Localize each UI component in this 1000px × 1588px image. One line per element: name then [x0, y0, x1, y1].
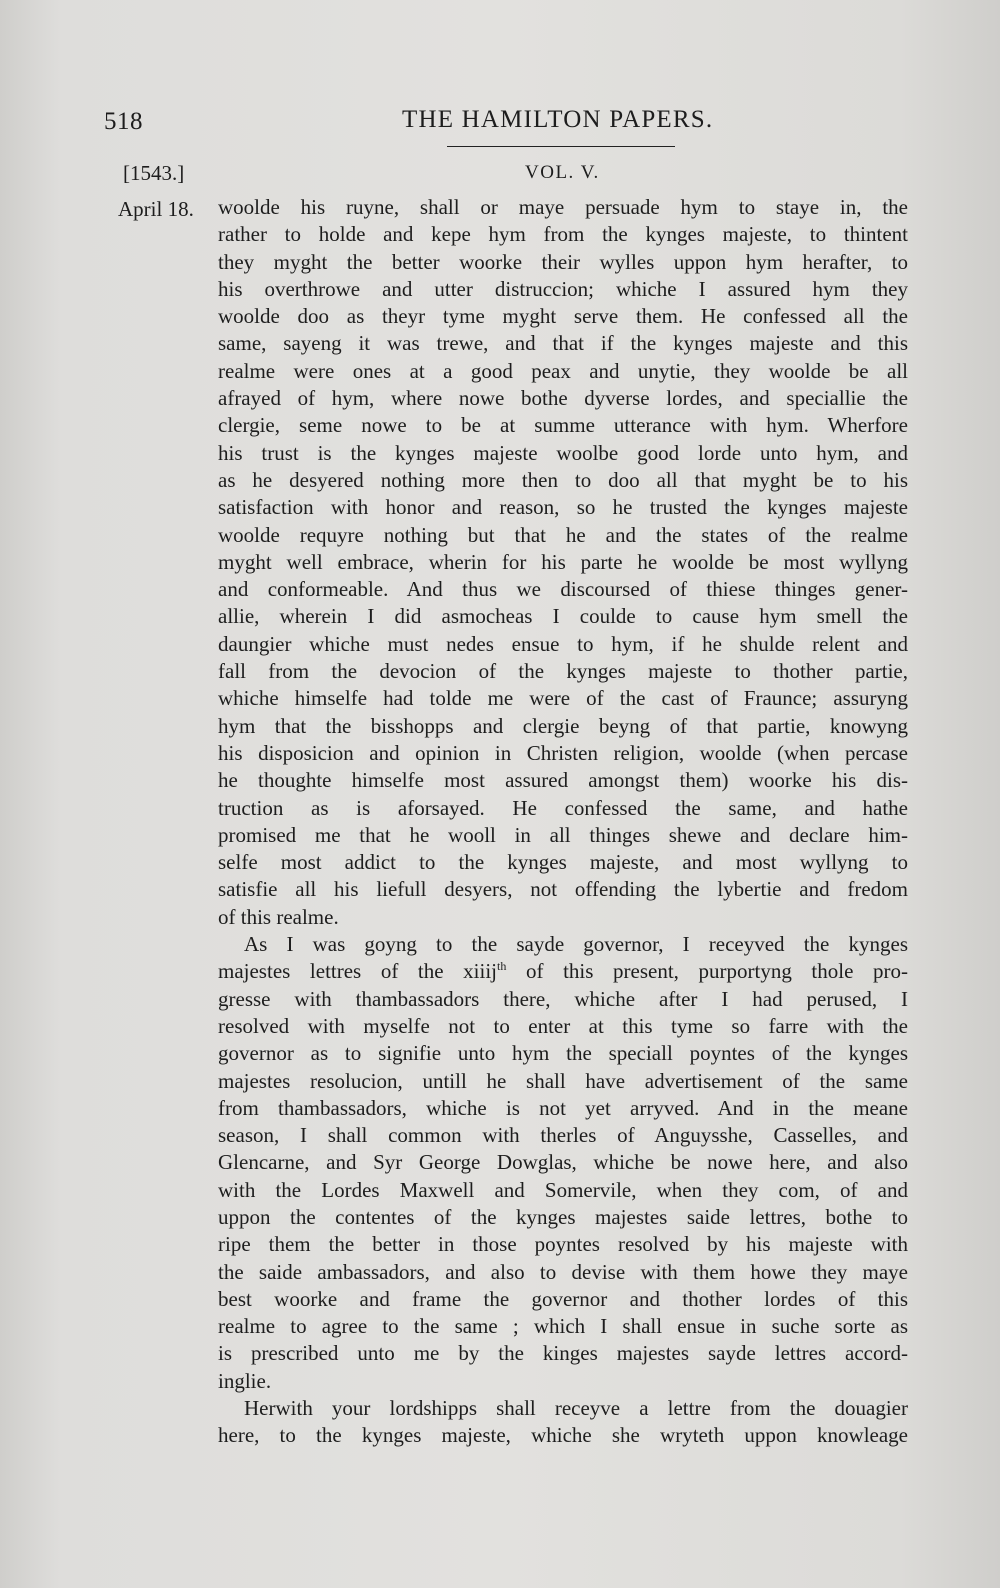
text-line: best woorke and frame the governor and thother lordes of this	[218, 1286, 908, 1311]
text-line: woolde his ruyne, shall or maye persuade hym to staye in, the	[218, 195, 908, 219]
text-line: gresse with thambassadors there, whiche after I had perused, I	[218, 986, 908, 1011]
text-line: here, to the kynges majeste, whiche she wryteth uppon knowleage	[218, 1423, 908, 1448]
text-line: Glencarne, and Syr George Dowglas, whiche be nowe here, and also	[218, 1150, 908, 1175]
text-line: inglie.	[218, 1368, 272, 1393]
text-line: fall from the devocion of the kynges majeste to thother partie,	[218, 659, 908, 684]
text-line: same, sayeng it was trewe, and that if the kynges majeste and this	[218, 331, 908, 356]
volume-label: VOL. V.	[525, 162, 600, 183]
text-line: Herwith your lordshipps shall receyve a lettre from the douagier	[244, 1396, 908, 1421]
text-line: realme were ones at a good peax and unytie, they woolde be all	[218, 358, 908, 383]
text-line: with the Lordes Maxwell and Somervile, when they com, of and	[218, 1177, 908, 1202]
text-line: hym that the bisshopps and clergie beyng of that partie, knowyng	[218, 713, 908, 738]
text-line: of this realme.	[218, 904, 339, 929]
text-fragment: of this present, purportyng thole pro-	[525, 959, 908, 984]
text-line: his overthrowe and utter distruccion; whiche I assured hym they	[218, 276, 908, 301]
title-rule	[447, 146, 675, 147]
text-line: his trust is the kynges majeste woolbe good lorde unto hym, and	[218, 440, 908, 465]
body-text	[218, 194, 908, 1450]
text-line: selfe most addict to the kynges majeste, and most wyllyng to	[218, 850, 908, 875]
paragraph-3	[218, 1395, 908, 1450]
text-line: woolde doo as theyr tyme myght serve them. He confessed all the	[218, 304, 908, 329]
text-line: resolved with myselfe not to enter at this tyme so farre with the	[218, 1013, 908, 1038]
text-line: satisfie all his liefull desyers, not offending the lybertie and fredom	[218, 877, 908, 902]
text-line: truction as is aforsayed. He confessed the same, and hathe	[218, 795, 908, 820]
page-number: 518	[104, 108, 143, 135]
running-title: THE HAMILTON PAPERS.	[402, 106, 714, 133]
text-line: clergie, seme nowe to be at summe utterance with hym. Wherfore	[218, 413, 908, 438]
text-line: they myght the better woorke their wylles uppon hym herafter, to	[218, 249, 908, 274]
text-line: As I was goyng to the sayde governor, I receyved the kynges	[244, 932, 908, 957]
text-line: rather to holde and kepe hym from the kynges majeste, to thintent	[218, 222, 908, 247]
text-line: afrayed of hym, where nowe bothe dyverse lordes, and speciallie the	[218, 386, 908, 411]
text-line: as he desyered nothing more then to doo all that myght be to his	[218, 467, 908, 492]
text-line: uppon the contentes of the kynges majestes saide lettres, bothe to	[218, 1204, 908, 1229]
text-line: he thoughte himselfe most assured amongst them) woorke his dis-	[218, 768, 908, 793]
text-line: season, I shall common with therles of Anguysshe, Casselles, and	[218, 1123, 908, 1148]
text-line: is prescribed unto me by the kinges majestes sayde lettres accord-	[218, 1341, 908, 1366]
text-line: woolde requyre nothing but that he and the states of the realme	[218, 522, 908, 547]
paragraph-1	[218, 194, 908, 931]
paragraph-2	[218, 931, 908, 1395]
text-line: promised me that he wooll in all thinges shewe and declare him-	[218, 822, 908, 847]
year-label: [1543.]	[123, 161, 185, 185]
text-line: ripe them the better in those poyntes resolved by his majeste with	[218, 1232, 908, 1257]
text-line-with-superscript	[218, 958, 908, 985]
text-line: satisfaction with honor and reason, so he trusted the kynges majeste	[218, 495, 908, 520]
text-line: allie, wherein I did asmocheas I coulde to cause hym smell the	[218, 604, 908, 629]
text-line: majestes resolucion, untill he shall have advertisement of the same	[218, 1068, 908, 1093]
superscript: th	[497, 959, 507, 974]
margin-date: April 18.	[118, 197, 194, 221]
text-line: daungier whiche must nedes ensue to hym, if he shulde relent and	[218, 631, 908, 656]
text-line: the saide ambassadors, and also to devise with them howe they maye	[218, 1259, 908, 1284]
text-line: realme to agree to the same ; which I shall ensue in suche sorte as	[218, 1314, 908, 1339]
text-line: myght well embrace, wherin for his parte he woolde be most wyllyng	[218, 549, 908, 574]
text-line: whiche himselfe had tolde me were of the cast of Fraunce; assuryng	[218, 686, 908, 711]
text-line: governor as to signifie unto hym the speciall poyntes of the kynges	[218, 1041, 908, 1066]
text-line: from thambassadors, whiche is not yet arryved. And in the meane	[218, 1095, 908, 1120]
text-line: his disposicion and opinion in Christen religion, woolde (when percase	[218, 740, 908, 765]
text-fragment: majestes lettres of the xiiij	[218, 959, 498, 984]
text-line: and conformeable. And thus we discoursed of thiese thinges gener-	[218, 577, 908, 602]
